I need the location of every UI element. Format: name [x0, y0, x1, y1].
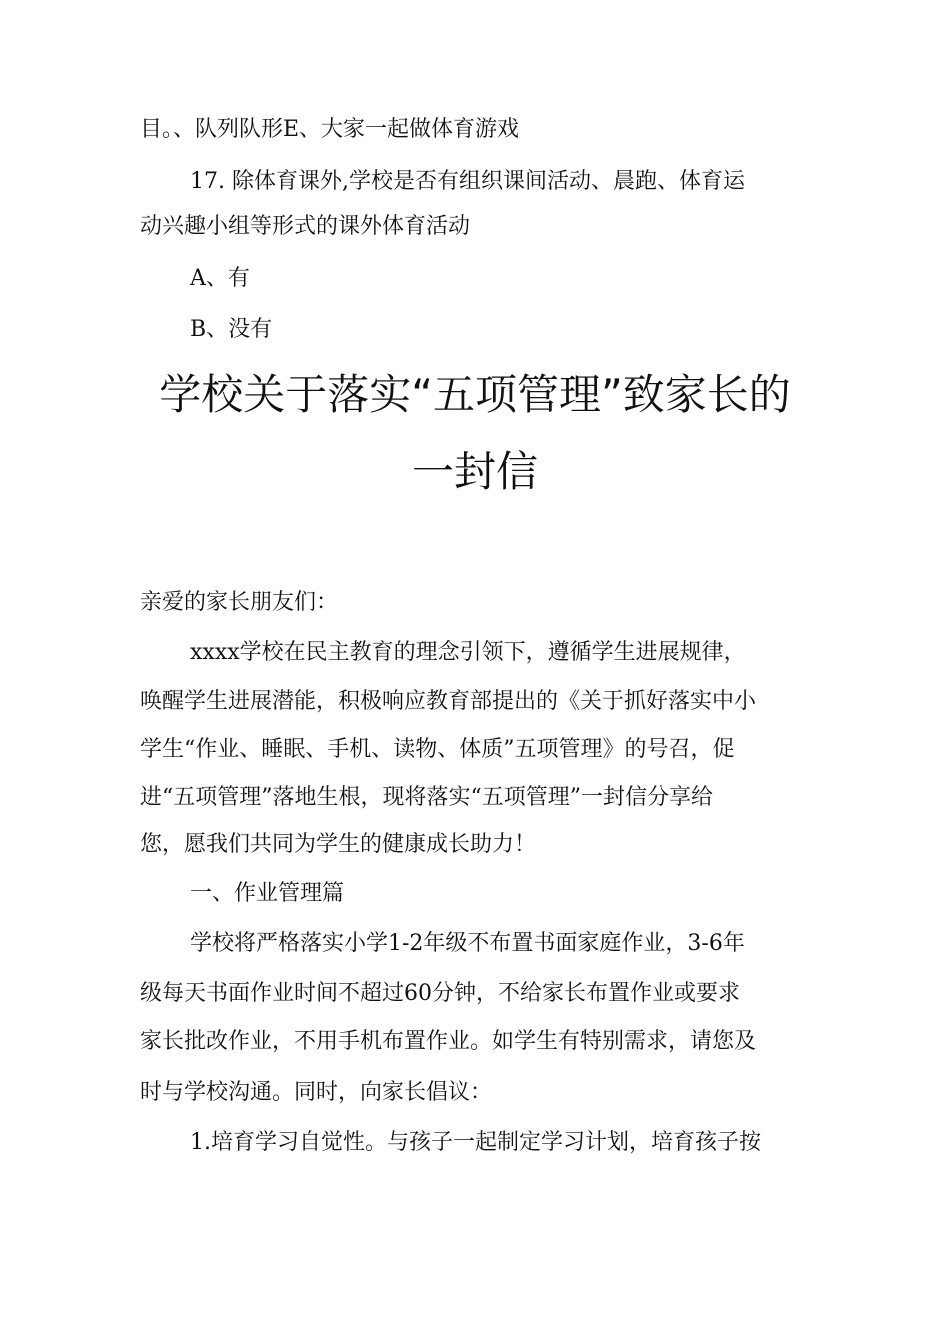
- paragraph-line: 唤醒学生进展潜能，积极响应教育部提出的《关于抓好落实中小: [140, 689, 757, 714]
- paragraph-line: 学校将严格落实小学1-2年级不布置书面家庭作业，3-6年: [190, 931, 745, 956]
- paragraph-line: 家长批改作业，不用手机布置作业。如学生有特别需求，请您及: [140, 1029, 757, 1054]
- paragraph-line: 您，愿我们共同为学生的健康成长助力！: [140, 832, 537, 857]
- paragraph-line: 进“五项管理”落地生根，现将落实“五项管理”一封信分享给: [140, 785, 713, 810]
- question-17-line: 17. 除体育课外,学校是否有组织课间活动、晨跑、体育运: [190, 169, 745, 194]
- paragraph-line: 1.培育学习自觉性。与孩子一起制定学习计划，培育孩子按: [190, 1130, 761, 1155]
- section-heading: 一、作业管理篇: [190, 881, 345, 906]
- paragraph-line: xxxx学校在民主教育的理念引领下，遵循学生进展规律，: [190, 640, 746, 665]
- paragraph-line: 学生“作业、睡眠、手机、读物、体质”五项管理》的号召，促: [140, 737, 735, 762]
- paragraph-line: 级每天书面作业时间不超过60分钟，不给家长布置作业或要求: [140, 981, 740, 1006]
- greeting: 亲爱的家长朋友们：: [140, 590, 339, 615]
- text-line: 动兴趣小组等形式的课外体育活动: [140, 214, 471, 239]
- letter-title-line-2: 一封信: [411, 447, 538, 496]
- letter-title-line-1: 学校关于落实“五项管理”致家长的: [159, 370, 791, 419]
- option-a: A、有: [190, 266, 250, 291]
- option-b: B、没有: [190, 317, 273, 342]
- paragraph-line: 时与学校沟通。同时，向家长倡议：: [140, 1080, 493, 1105]
- text-line: 目。、队列队形E、大家一起做体育游戏: [140, 117, 520, 142]
